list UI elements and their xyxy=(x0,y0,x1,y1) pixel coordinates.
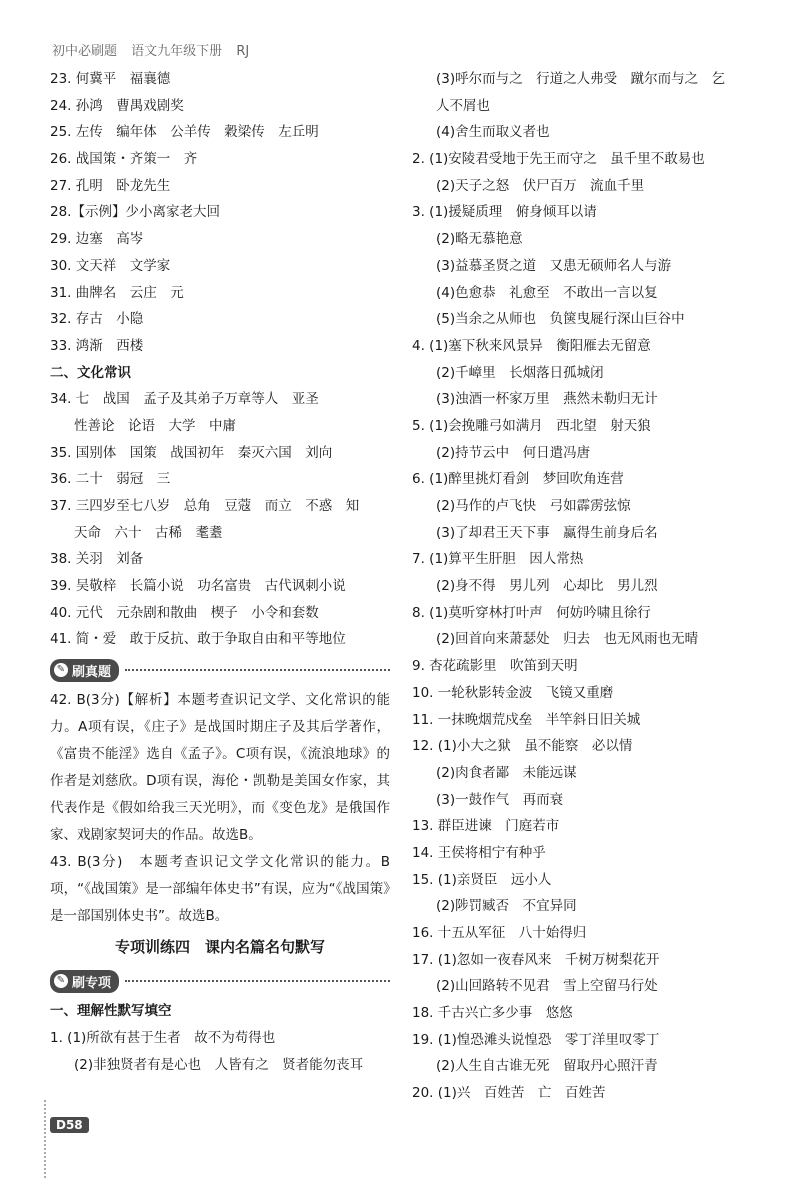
answer-line: 14. 王侯将相宁有种乎 xyxy=(412,844,546,861)
answer-line: 29. 边塞 高岑 xyxy=(50,231,144,248)
answer-line: 18. 千古兴亡多少事 悠悠 xyxy=(412,1005,573,1022)
banner-tag xyxy=(50,659,119,682)
answer-line: 39. 吴敬梓 长篇小说 功名富贵 古代讽刺小说 xyxy=(50,578,346,595)
answer-line: 37. 三四岁至七八岁 总角 豆蔻 而立 不惑 知 xyxy=(50,498,360,514)
answer-line: (3)呼尔而与之 行道之人弗受 蹴尔而与之 乞 xyxy=(436,71,726,87)
answer-line: 25. 左传 编年体 公羊传 穀梁传 左丘明 xyxy=(50,124,319,141)
answer-line: (4)色愈恭 礼愈至 不敢出一言以复 xyxy=(436,284,658,301)
page-number: D58 xyxy=(50,1117,89,1133)
answer-line: (5)当余之从师也 负箧曳屣行深山巨谷中 xyxy=(436,311,685,328)
pen-icon: ✎ xyxy=(54,974,68,988)
answer-line: 27. 孔明 卧龙先生 xyxy=(50,177,171,194)
answer-line: 38. 关羽 刘备 xyxy=(50,551,144,568)
answer-line: 6. (1)醉里挑灯看剑 梦回吹角连营 xyxy=(412,471,624,488)
answer-line: 28.【示例】少小离家老大回 xyxy=(50,204,220,221)
answer-line: 16. 十五从军征 八十始得归 xyxy=(412,925,587,941)
answer-line: 13. 群臣进谏 门庭若市 xyxy=(412,818,560,835)
section-title: 专项训练四 课内名篇名句默写 xyxy=(114,938,325,957)
answer-line: (3)一鼓作气 再而衰 xyxy=(436,791,564,808)
answer-line: 一、理解性默写填空 xyxy=(50,1003,172,1020)
answer-line: 11. 一抹晚烟荒戍垒 半竿斜日旧关城 xyxy=(412,711,641,728)
answer-line: 20. (1)兴 百姓苦 亡 百姓苦 xyxy=(412,1085,606,1102)
answer-line: 30. 文天祥 文学家 xyxy=(50,257,171,274)
answer-line: 12. (1)小大之狱 虽不能察 必以情 xyxy=(412,738,633,755)
answer-line: 10. 一轮秋影转金波 飞镜又重磨 xyxy=(412,684,614,701)
answer-42: 42. B(3分)【解析】本题考查识记文学、文化常识的能力。A项有误，《庄子》是战国时期庄子及其后学著作，《富贵不能淫》选自《孟子》。C项有误，《流浪地球》的作者是刘慈欣。D项有误，海伦・凯勒是美国女作家，其代表作是《假如给我三天光明》，而《变色龙》是俄国作家、戏剧家契诃夫的作品。故选B。 xyxy=(50,692,390,844)
answer-43: 43. B(3分) 本题考查识记文学文化常识的能力。B项，“《战国策》是一部编年体史书”有误，应为“《战国策》是一部国别体史书”。故选B。 xyxy=(50,854,390,925)
answer-line: (2)天子之怒 伏尸百万 流血千里 xyxy=(436,177,645,194)
answer-line: (2)肉食者鄙 未能远谋 xyxy=(436,764,577,781)
answer-line: 32. 存古 小隐 xyxy=(50,311,144,328)
answer-line: 33. 鸿渐 西楼 xyxy=(50,337,144,354)
answer-line: 40. 元代 元杂剧和散曲 楔子 小令和套数 xyxy=(50,604,319,621)
answer-line: (2)持节云中 何日遣冯唐 xyxy=(436,444,591,461)
answer-line: 17. (1)忽如一夜春风来 千树万树梨花开 xyxy=(412,951,660,968)
answer-line: 性善论 论语 大学 中庸 xyxy=(74,417,236,434)
answer-line: 35. 国别体 国策 战国初年 秦灭六国 刘向 xyxy=(50,444,333,461)
answer-line: 41. 简・爱 敢于反抗、敢于争取自由和平等地位 xyxy=(50,631,346,648)
right-column xyxy=(412,66,752,1107)
answer-line: (2)回首向来萧瑟处 归去 也无风雨也无晴 xyxy=(436,631,699,648)
left-answer-list xyxy=(50,66,390,653)
answer-line: 5. (1)会挽雕弓如满月 西北望 射天狼 xyxy=(412,417,651,434)
banner-tag xyxy=(50,970,119,993)
subject-name: 语文九年级下册 xyxy=(131,44,223,59)
answer-line: 2. (1)安陵君受地于先王而守之 虽千里不敢易也 xyxy=(412,151,705,168)
answer-line: 4. (1)塞下秋来风景异 衡阳雁去无留意 xyxy=(412,337,651,354)
answer-line: 7. (1)算平生肝胆 因人常热 xyxy=(412,551,584,568)
answer-line: 9. 杏花疏影里 吹笛到天明 xyxy=(412,658,578,675)
answer-line: 26. 战国策・齐策一 齐 xyxy=(50,151,198,168)
left-column xyxy=(50,66,390,1078)
running-header xyxy=(52,40,259,59)
answer-line: 人不屑也 xyxy=(436,97,490,114)
edition: RJ xyxy=(236,44,250,59)
banner-label: 刷真题 xyxy=(72,664,112,680)
answer-line: (2)人生自古谁无死 留取丹心照汗青 xyxy=(436,1058,658,1075)
answer-line: (2)山回路转不见君 雪上空留马行处 xyxy=(436,978,658,995)
banner-label: 刷专项 xyxy=(72,975,112,991)
banner-special xyxy=(50,966,390,996)
answer-line: (2)陟罚臧否 不宜异同 xyxy=(436,898,577,915)
dotted-divider xyxy=(125,669,390,671)
answer-line: 23. 何冀平 福襄德 xyxy=(50,71,171,87)
answer-line: 二、文化常识 xyxy=(50,364,131,381)
right-answer-list xyxy=(412,66,752,1107)
answer-line: 24. 孙鸿 曹禺戏剧奖 xyxy=(50,97,184,114)
answer-line: 31. 曲牌名 云庄 元 xyxy=(50,284,184,301)
answer-line: 15. (1)亲贤臣 远小人 xyxy=(412,871,552,888)
margin-dotted-line xyxy=(44,1100,46,1178)
answer-line: (2)马作的卢飞快 弓如霹雳弦惊 xyxy=(436,498,631,514)
pen-icon: ✎ xyxy=(54,663,68,677)
left-tail-list xyxy=(50,998,390,1078)
answer-line: (2)身不得 男儿列 心却比 男儿烈 xyxy=(436,578,658,595)
answer-line: (3)了却君王天下事 赢得生前身后名 xyxy=(436,524,658,541)
answer-line: 36. 二十 弱冠 三 xyxy=(50,471,171,488)
book-name: 初中必刷题 xyxy=(52,44,118,59)
answer-line: (2)非独贤者有是心也 人皆有之 贤者能勿丧耳 xyxy=(74,1056,364,1073)
answer-line: 34. 七 战国 孟子及其弟子万章等人 亚圣 xyxy=(50,391,319,408)
banner-real-exam xyxy=(50,655,390,685)
answer-line: (2)千嶂里 长烟落日孤城闭 xyxy=(436,364,604,381)
answer-line: 3. (1)援疑质理 俯身倾耳以请 xyxy=(412,204,597,221)
answer-line: (4)舍生而取义者也 xyxy=(436,124,550,141)
answer-line: 1. (1)所欲有甚于生者 故不为苟得也 xyxy=(50,1029,276,1046)
answer-line: (3)益慕圣贤之道 又患无硕师名人与游 xyxy=(436,257,672,274)
answer-line: 天命 六十 古稀 耄耋 xyxy=(74,524,223,541)
answer-line: (2)略无慕艳意 xyxy=(436,231,523,248)
answer-line: 19. (1)惶恐滩头说惶恐 零丁洋里叹零丁 xyxy=(412,1031,660,1048)
answer-line: (3)浊酒一杯家万里 燕然未勒归无计 xyxy=(436,391,658,408)
dotted-divider xyxy=(125,980,390,982)
answer-line: 8. (1)莫听穿林打叶声 何妨吟啸且徐行 xyxy=(412,604,651,621)
